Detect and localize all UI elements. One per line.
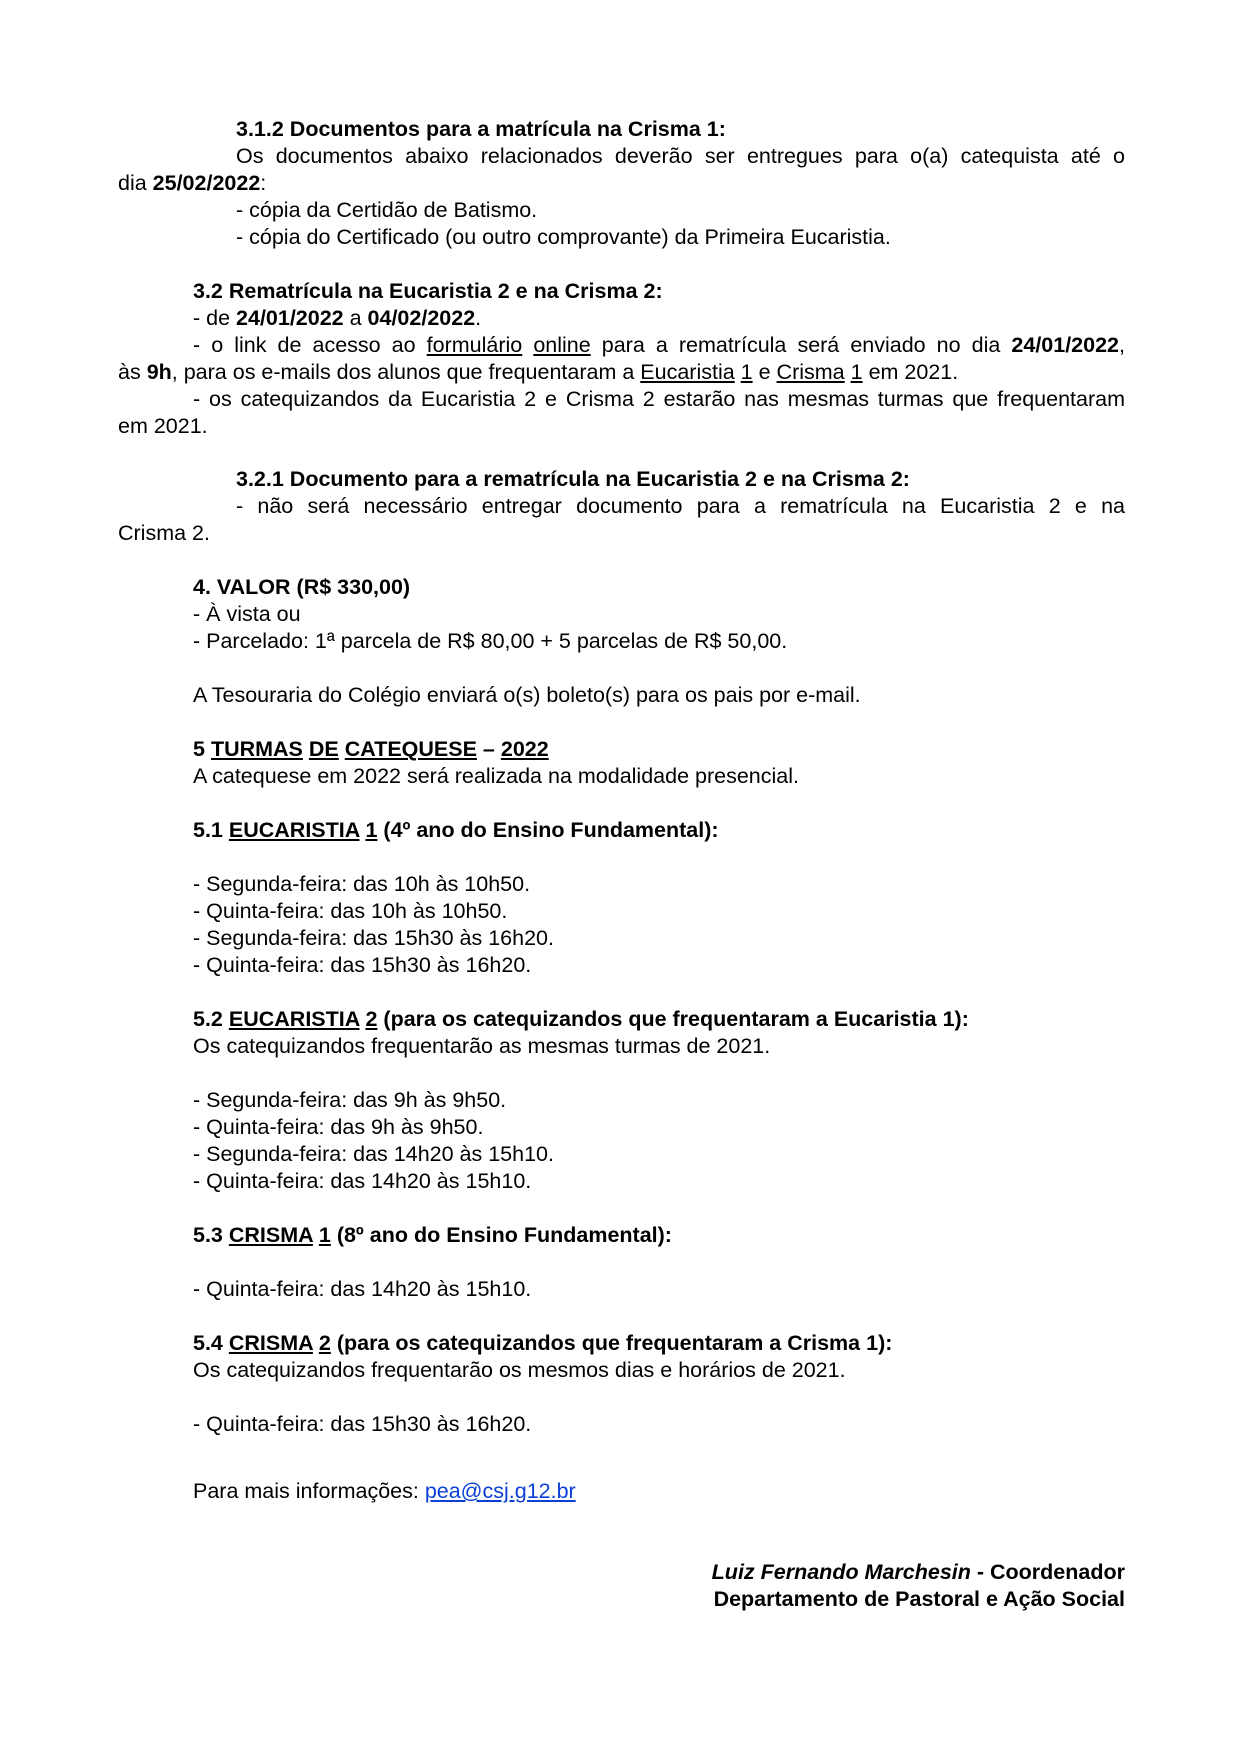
- online-text: online: [533, 333, 591, 357]
- schedule-item: - Quinta-feira: das 14h20 às 15h10.: [193, 1169, 532, 1193]
- section-5-intro: A catequese em 2022 será realizada na modalidade presencial.: [193, 764, 799, 788]
- section-3-2-1-heading: 3.2.1 Documento para a rematrícula na Eucaristia 2 e na Crisma 2:: [236, 467, 910, 491]
- section-3-2-link-line1: - o link de acesso ao formulário online para a rematrícula será enviado no dia 24/01/2022,: [193, 333, 1125, 357]
- section-5-3-heading: 5.3 CRISMA 1 (8º ano do Ensino Fundamental):: [193, 1223, 672, 1247]
- section-3-2-period: - de 24/01/2022 a 04/02/2022.: [193, 306, 482, 330]
- section-3-2-link-line2: às 9h, para os e-mails dos alunos que frequentaram a Eucaristia 1 e Crisma 1 em 2021.: [118, 360, 959, 384]
- section-3-2-heading: 3.2 Rematrícula na Eucaristia 2 e na Crisma 2:: [193, 279, 663, 303]
- section-5-2-heading: 5.2 EUCARISTIA 2 (para os catequizandos que frequentaram a Eucaristia 1):: [193, 1007, 969, 1031]
- schedule-item: - Segunda-feira: das 9h às 9h50.: [193, 1088, 507, 1112]
- section-5-2-note: Os catequizandos frequentarão as mesmas turmas de 2021.: [193, 1034, 771, 1058]
- signature-line: [712, 1559, 1125, 1586]
- section-3-2-classes-line2: em 2021.: [118, 414, 208, 438]
- document-item-2: - cópia do Certificado (ou outro comprovante) da Primeira Eucaristia.: [236, 225, 891, 249]
- section-5-1-heading: 5.1 EUCARISTIA 1 (4º ano do Ensino Fundamental):: [193, 818, 719, 842]
- document-item-1: - cópia da Certidão de Batismo.: [236, 198, 538, 222]
- signature-role: - Coordenador: [970, 1560, 1125, 1584]
- payment-option-installments: - Parcelado: 1ª parcela de R$ 80,00 + 5 parcelas de R$ 50,00.: [193, 629, 788, 653]
- section-3-2-classes-line1: - os catequizandos da Eucaristia 2 e Crisma 2 estarão nas mesmas turmas que frequentaram: [193, 387, 1125, 411]
- section-5-heading: 5 TURMAS DE CATEQUESE – 2022: [193, 737, 549, 761]
- section-3-1-2-paragraph-line1: Os documentos abaixo relacionados deverão ser entregues para o(a) catequista até o: [236, 144, 1125, 168]
- schedule-item: - Segunda-feira: das 10h às 10h50.: [193, 872, 531, 896]
- contact-email-link[interactable]: pea@csj.g12.br: [424, 1479, 576, 1503]
- section-3-1-2-heading: 3.1.2 Documentos para a matrícula na Crisma 1:: [236, 117, 726, 141]
- section-5-4-note: Os catequizandos frequentarão os mesmos dias e horários de 2021.: [193, 1358, 846, 1382]
- signature-department: Departamento de Pastoral e Ação Social: [713, 1587, 1125, 1611]
- schedule-item: - Quinta-feira: das 15h30 às 16h20.: [193, 953, 532, 977]
- treasury-note: A Tesouraria do Colégio enviará o(s) boleto(s) para os pais por e-mail.: [193, 683, 861, 707]
- schedule-item: - Quinta-feira: das 10h às 10h50.: [193, 899, 508, 923]
- section-3-2-1-line2: Crisma 2.: [118, 521, 210, 545]
- section-4-heading: 4. VALOR (R$ 330,00): [193, 575, 411, 599]
- schedule-item: - Quinta-feira: das 9h às 9h50.: [193, 1115, 484, 1139]
- payment-option-cash: - À vista ou: [193, 602, 301, 626]
- contact-label: Para mais informações:: [193, 1479, 425, 1503]
- schedule-item: - Quinta-feira: das 15h30 às 16h20.: [193, 1412, 532, 1436]
- schedule-item: - Quinta-feira: das 14h20 às 15h10.: [193, 1277, 532, 1301]
- schedule-item: - Segunda-feira: das 14h20 às 15h10.: [193, 1142, 554, 1166]
- deadline-date: 25/02/2022: [152, 171, 261, 195]
- signature-name: Luiz Fernando Marchesin: [711, 1560, 971, 1584]
- contact-line: [193, 1478, 576, 1505]
- section-5-4-heading: 5.4 CRISMA 2 (para os catequizandos que frequentaram a Crisma 1):: [193, 1331, 893, 1355]
- formulario-text: formulário: [426, 333, 523, 357]
- schedule-item: - Segunda-feira: das 15h30 às 16h20.: [193, 926, 554, 950]
- section-3-1-2-paragraph-line2: dia 25/02/2022:: [118, 171, 267, 195]
- section-3-2-1-line1: - não será necessário entregar documento para a rematrícula na Eucaristia 2 e na: [236, 494, 1125, 518]
